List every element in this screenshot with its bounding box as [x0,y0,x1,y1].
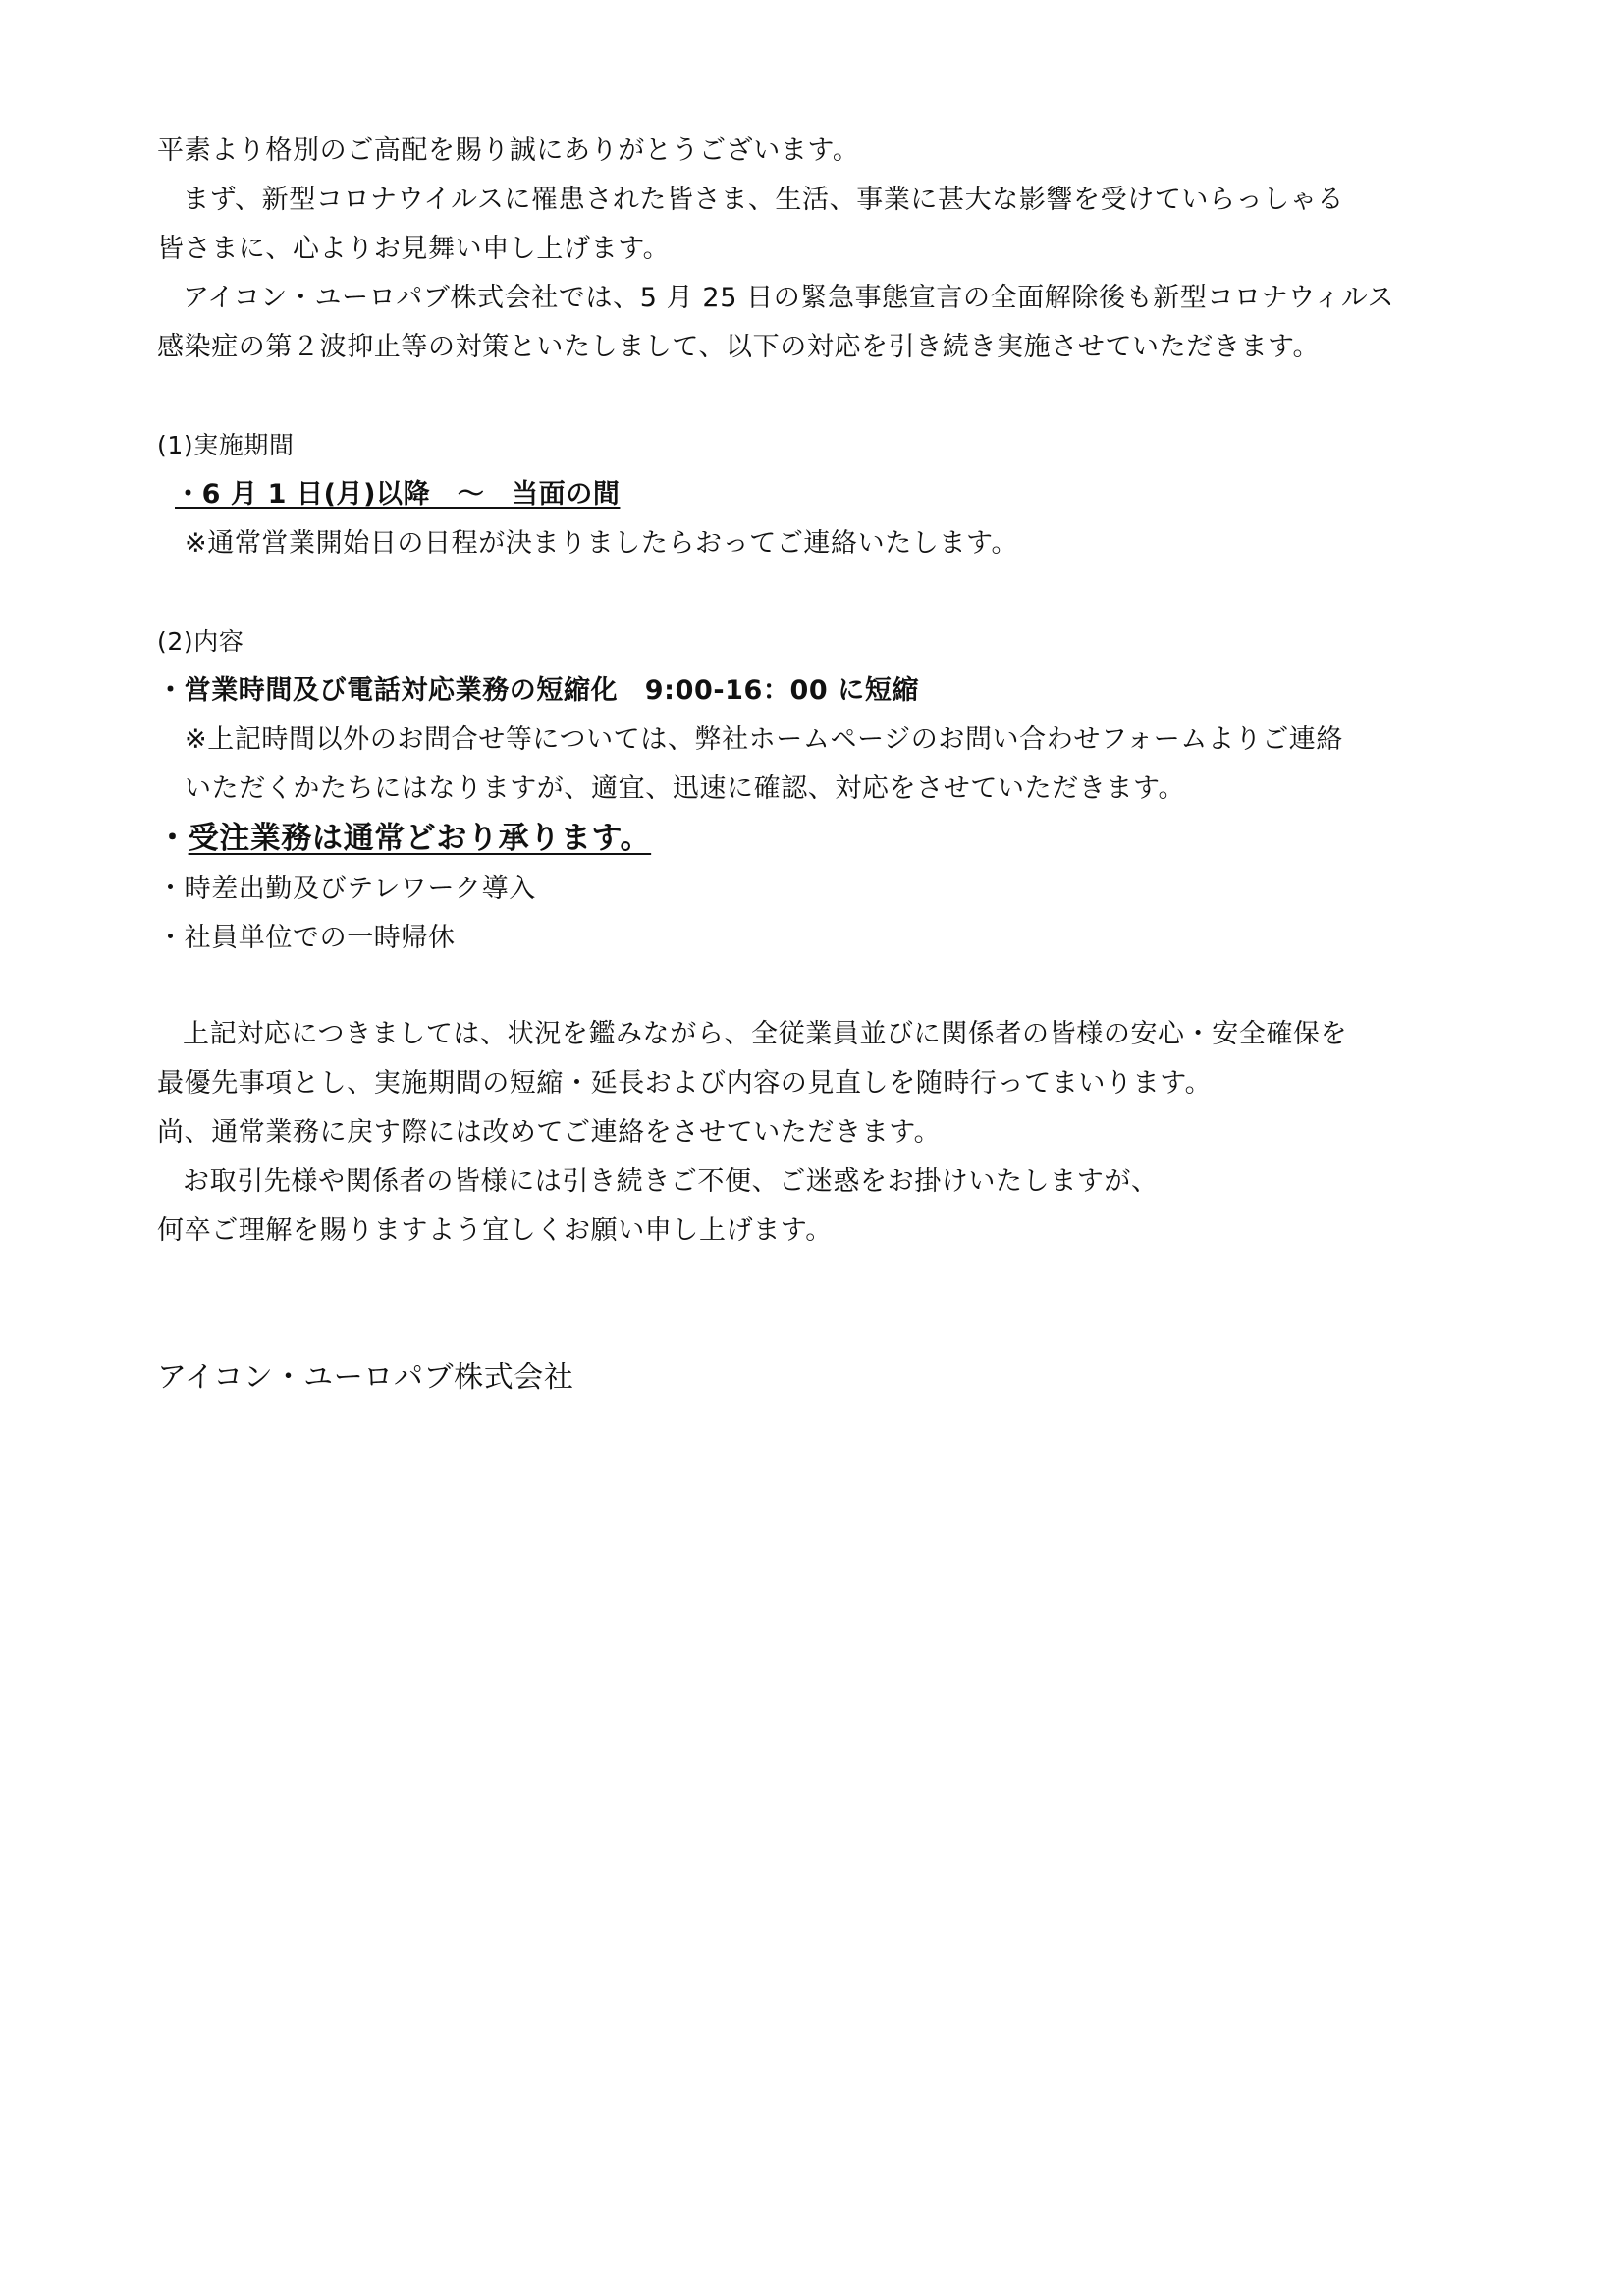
closing-line-5: 何卒ご理解を賜りますよう宜しくお願い申し上げます。 [157,1215,833,1246]
closing-line-2: 最優先事項とし、実施期間の短縮・延長および内容の見直しを随時行ってまいります。 [157,1068,1213,1098]
implementation-period: ・6 月 1 日(月)以降 ～ 当面の間 [175,479,621,509]
content-item-leave: ・社員単位での一時帰休 [157,923,456,953]
orders-text: 受注業務は通常どおり承ります。 [188,821,652,856]
period-note: ※通常営業開始日の日程が決まりましたらおってご連絡いたします。 [185,528,1019,559]
intro-line-5: 感染症の第２波抑止等の対策といたしまして、以下の対応を引き続き実施させていただきます。 [157,332,1321,362]
closing-line-1: 上記対応につきましては、状況を鑑みながら、全従業員並びに関係者の皆様の安心・安全確保を [183,1019,1348,1049]
content-item-telework: ・時差出勤及びテレワーク導入 [157,874,536,904]
section-2-heading: (2)内容 [157,627,244,656]
business-hours-note-1: ※上記時間以外のお問合せ等については、弊社ホームページのお問い合わせフォームよりご連絡 [185,724,1343,755]
content-item-orders [157,821,651,856]
orders-bullet: ・ [157,821,189,856]
intro-line-2: まず、新型コロナウイルスに罹患された皆さま、生活、事業に甚大な影響を受けていらっしゃる [183,185,1345,215]
intro-line-1: 平素より格別のご高配を賜り誠にありがとうございます。 [157,135,860,166]
company-signature: アイコン・ユーロパブ株式会社 [157,1361,574,1395]
business-hours-note-2: いただくかたちにはなりますが、適宜、迅速に確認、対応をさせていただきます。 [185,774,1186,804]
intro-line-3: 皆さまに、心よりお見舞い申し上げます。 [157,234,671,264]
intro-line-4: アイコン・ユーロパブ株式会社では、5 月 25 日の緊急事態宣言の全面解除後も新型コロナウィルス [183,283,1395,313]
closing-line-3: 尚、通常業務に戻す際には改めてご連絡をさせていただきます。 [157,1117,942,1148]
content-item-business-hours: ・営業時間及び電話対応業務の短縮化 9:00-16：00 に短縮 [157,675,920,706]
closing-line-4: お取引先様や関係者の皆様には引き続きご不便、ご迷惑をお掛けいたしますが、 [183,1166,1159,1197]
section-1-heading: (1)実施期間 [157,431,295,459]
